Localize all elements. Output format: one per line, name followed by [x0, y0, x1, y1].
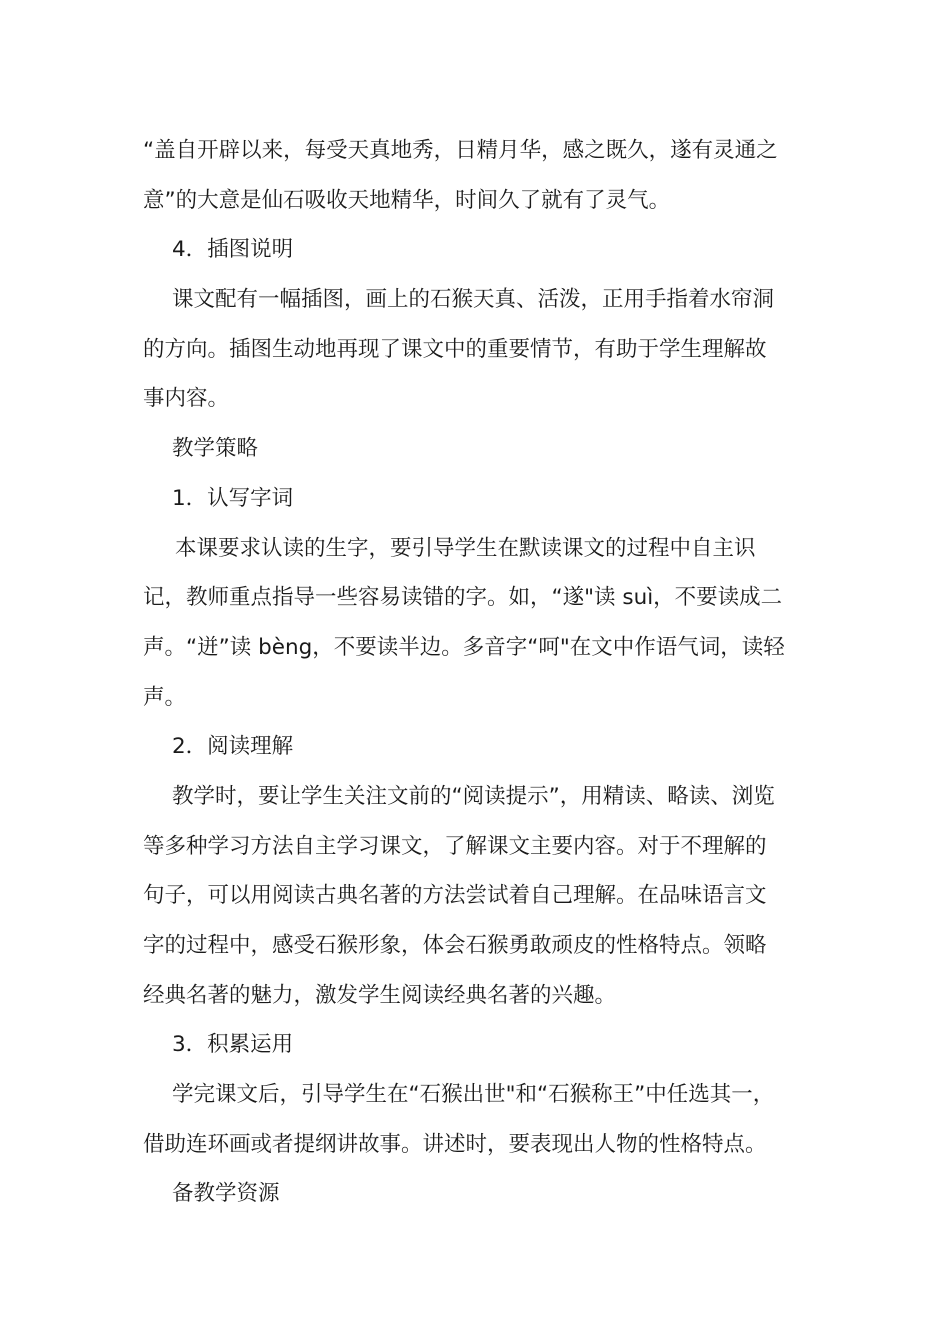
document-body — [143, 126, 809, 1219]
paragraph-line: 经典名著的魅力，激发学生阅读经典名著的兴趣。 — [143, 982, 617, 1008]
paragraph-line: 意”的大意是仙石吸收天地精华，时间久了就有了灵气。 — [143, 187, 671, 213]
paragraph-line: 事内容。 — [143, 386, 230, 412]
section-heading-illustration: 4．插图说明 — [172, 237, 294, 263]
section-heading-resources: 备教学资源 — [172, 1181, 280, 1207]
section-heading-application: 3．积累运用 — [172, 1032, 294, 1058]
paragraph-line: 等多种学习方法自主学习课文，了解课文主要内容。对于不理解的 — [143, 833, 767, 859]
paragraph-line: 句子，可以用阅读古典名著的方法尝试着自己理解。在品味语言文 — [143, 883, 767, 909]
section-heading-words: 1．认写字词 — [172, 485, 294, 511]
section-heading-reading: 2．阅读理解 — [172, 734, 294, 760]
paragraph-line: 字的过程中，感受石猴形象，体会石猴勇敢顽皮的性格特点。领略 — [143, 933, 767, 958]
paragraph-line: 声。 — [143, 684, 187, 710]
paragraph-line: 声。“迸”读 bèng，不要读半边。多音字“呵"在文中作语气词，读轻 — [143, 634, 785, 660]
paragraph-line: 教学时，要让学生关注文前的“阅读提示”，用精读、略读、浏览 — [172, 783, 775, 809]
paragraph-line: 的方向。插图生动地再现了课文中的重要情节，有助于学生理解故 — [143, 336, 767, 362]
paragraph-line: 学完课文后，引导学生在“石猴出世"和“石猴称王”中任选其一， — [172, 1082, 775, 1108]
section-heading-teaching-strategy: 教学策略 — [172, 436, 259, 462]
paragraph-line: 课文配有一幅插图，画上的石猴天真、活泼，正用手指着水帘洞 — [172, 287, 775, 313]
paragraph-line: “盖自开辟以来，每受天真地秀，日精月华，感之既久，遂有灵通之 — [143, 138, 778, 163]
paragraph-line: 本课要求认读的生字，要引导学生在默读课文的过程中自主识 — [175, 535, 756, 561]
paragraph-line: 记，教师重点指导一些容易读错的字。如，“遂"读 suì，不要读成二 — [143, 585, 783, 611]
paragraph-line: 借助连环画或者提纲讲故事。讲述时，要表现出人物的性格特点。 — [143, 1131, 767, 1157]
